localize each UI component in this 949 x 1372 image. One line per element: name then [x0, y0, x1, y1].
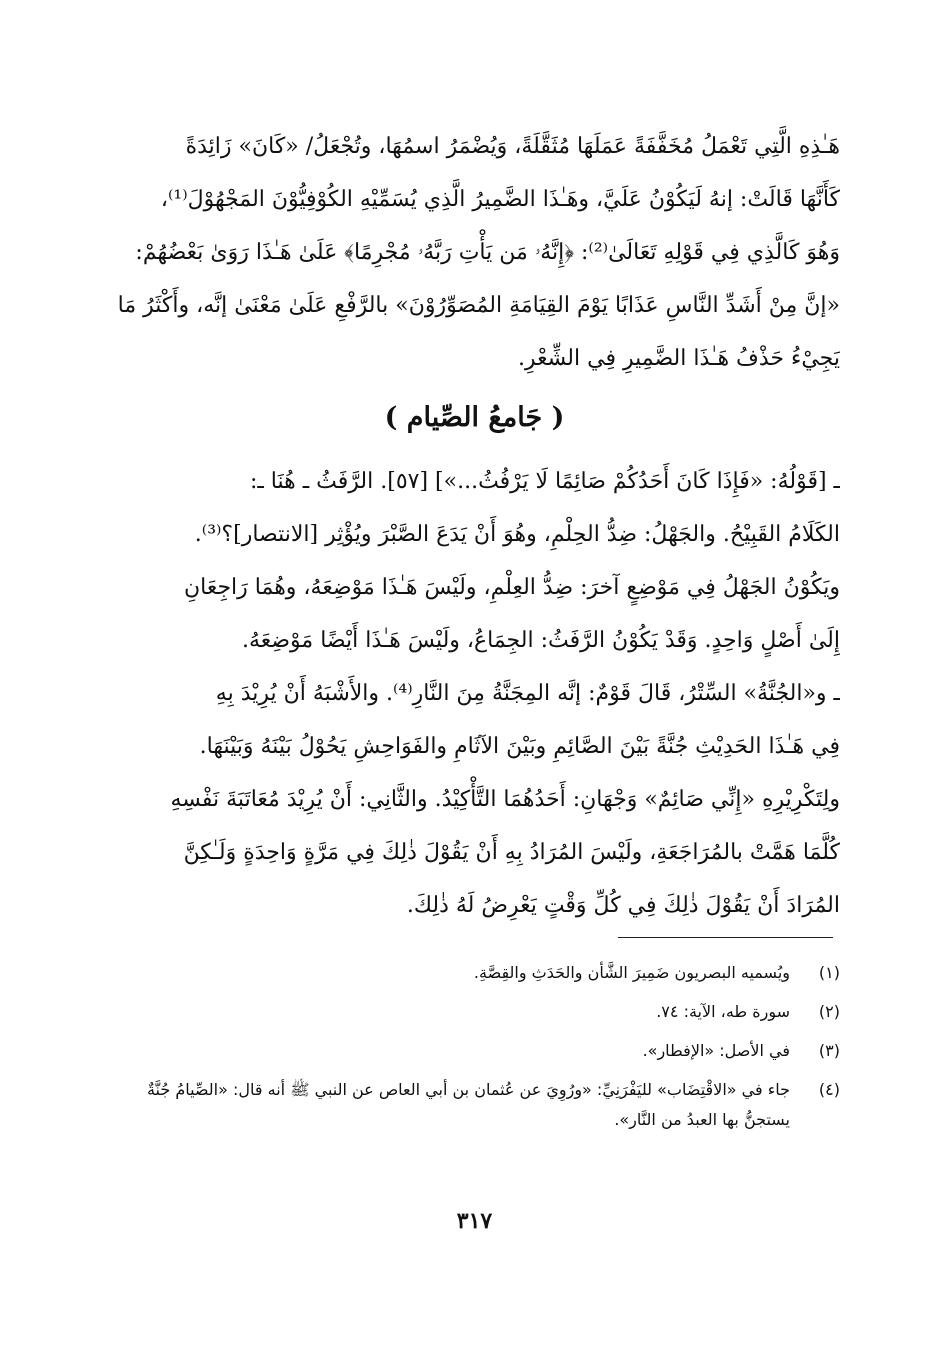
footnotes	[110, 958, 840, 1144]
section-heading: ( جَامعُ الصِّيام )	[384, 402, 565, 433]
text-line: فِي هَـٰذَا الحَدِيْثِ جُنَّةً بَيْنَ الصَّائِمِ وبَيْنَ الآثَامِ والفَوَاحِشِ يَحُوْلُ بَيْنَهُ وَبَيْنَهَا.	[199, 734, 840, 759]
text-line: ـ [قَوْلُهُ: «فَإِذَا كَانَ أَحَدُكُمْ صَائِمًا لَا يَرْفُثُ...»] [٥٧]. الرَّفَثُ ـ هُنَا ـ:	[249, 469, 840, 494]
footnote-number: (١)	[818, 963, 840, 982]
footnote	[110, 1075, 840, 1135]
text-line: «إنَّ مِنْ أَشَدِّ النَّاسِ عَذَابًا يَوْمَ القِيَامَةِ المُصَوِّرُوْنَ» بالرَّفْعِ عَلَىٰ مَعْنَىٰ إنَّه، وأَكْثَرُ مَا	[117, 293, 840, 318]
footnote	[110, 1036, 840, 1066]
footnote	[110, 997, 840, 1027]
footnote	[110, 958, 840, 988]
footnote-text: في الأصل: «الإفطار».	[642, 1041, 790, 1060]
text-line: يَجِيْءُ حَذْفُ هَـٰذَا الضَّمِيرِ فِي الشِّعْرِ.	[517, 346, 840, 371]
footnote-number: (٢)	[818, 1002, 840, 1021]
text-line: المُرَادَ أَنْ يَقُوْلَ ذٰلِكَ فِي كُلِّ وَقْتٍ يَعْرِضُ لَهُ ذٰلِكَ.	[406, 893, 840, 918]
footnote-text: جاء في «الاقْتِضَاب» لليَفْرَنِيِّ: «ورُوِيَ عن عُثمان بن أبي العاص عن النبي ﷺ أنه قال: «الصِّيامُ جُنَّةٌ يستجنُّ بها العبدُ من النَّار».	[146, 1080, 790, 1129]
text-line: ولِتَكْرِيْرِهِ «إِنِّي صَائِمٌ» وَجْهَانِ: أَحَدُهُمَا التَّأْكِيْدُ. والثَّانِي: أَنْ يُرِيْدَ مُعَاتَبَةَ نَفْسِهِ	[170, 787, 840, 812]
text-line: هَـٰذِهِ الَّتِي تَعْمَلُ مُخَفَّفَةً عَمَلَهَا مُثَقَّلَةً، وَيُضْمَرُ اسمُهَا، وتُجْعَلُ/ «كَانَ» زَائِدَةً	[185, 134, 840, 159]
page-number: ٣١٧	[456, 1208, 493, 1234]
top-paragraph	[108, 120, 840, 385]
main-paragraph	[108, 455, 840, 932]
text-line: ـ و«الجُنَّةُ» السِّتْرُ، قَالَ قَوْمٌ: إنَّه المِجَنَّةُ مِنَ النَّارِ⁽⁴⁾. والأَشْبَهُ أَنْ يُرِيْدَ بِهِ	[215, 681, 840, 706]
footnote-number: (٣)	[818, 1041, 840, 1060]
text-line: الكَلَامُ القَبِيْحُ. والجَهْلُ: ضِدُّ الحِلْمِ، وهُوَ أَنْ يَدَعَ الصَّبْرَ ويُؤْثِر [الانتصار]؟⁽³⁾.	[194, 522, 840, 547]
footnote-divider	[618, 937, 833, 938]
footnote-number: (٤)	[818, 1080, 840, 1099]
text-line: وَهُوَ كَالَّذِي فِي قَوْلِهِ تَعَالَىٰ⁽²⁾: ﴿إِنَّهُۥ مَن يَأْتِ رَبَّهُۥ مُجْرِمًا﴾ عَلَىٰ هَـٰذَا رَوَىٰ بَعْضُهُمْ:	[135, 240, 840, 265]
footnote-text: ويُسميه البصريون ضَمِيرَ الشَّأن والحَدَثِ والقِصَّةِ.	[473, 963, 790, 982]
text-line: إِلَىٰ أَصْلٍ وَاحِدٍ. وَقَدْ يَكُوْنُ الرَّفَثُ: الجِمَاعُ، ولَيْسَ هَـٰذَا أَيْضًا مَوْضِعَهُ.	[241, 628, 840, 653]
footnote-text: سورة طه، الآية: ٧٤.	[656, 1002, 790, 1021]
text-line: كُلَّمَا هَمَّتْ بالمُرَاجَعَةِ، ولَيْسَ المُرَادُ بِهِ أَنْ يَقُوْلَ ذٰلِكَ فِي مَرَّةٍ وَاحِدَةٍ وَلَـٰكِنَّ	[183, 840, 840, 865]
text-line: كَأَنَّهَا قَالَتْ: إنهُ لَيَكُوْنُ عَلَيَّ، وهَـٰذَا الضَّمِيرُ الَّذِي يُسَمِّيْهِ الكُوْفِيُّوْنَ المَجْهُوْلَ⁽¹⁾،	[160, 187, 840, 212]
text-line: ويَكُوْنُ الجَهْلُ فِي مَوْضِعٍ آخرَ: ضِدُّ العِلْمِ، ولَيْسَ هَـٰذَا مَوْضِعَهُ، وهُمَا رَاجِعَانِ	[183, 575, 840, 600]
